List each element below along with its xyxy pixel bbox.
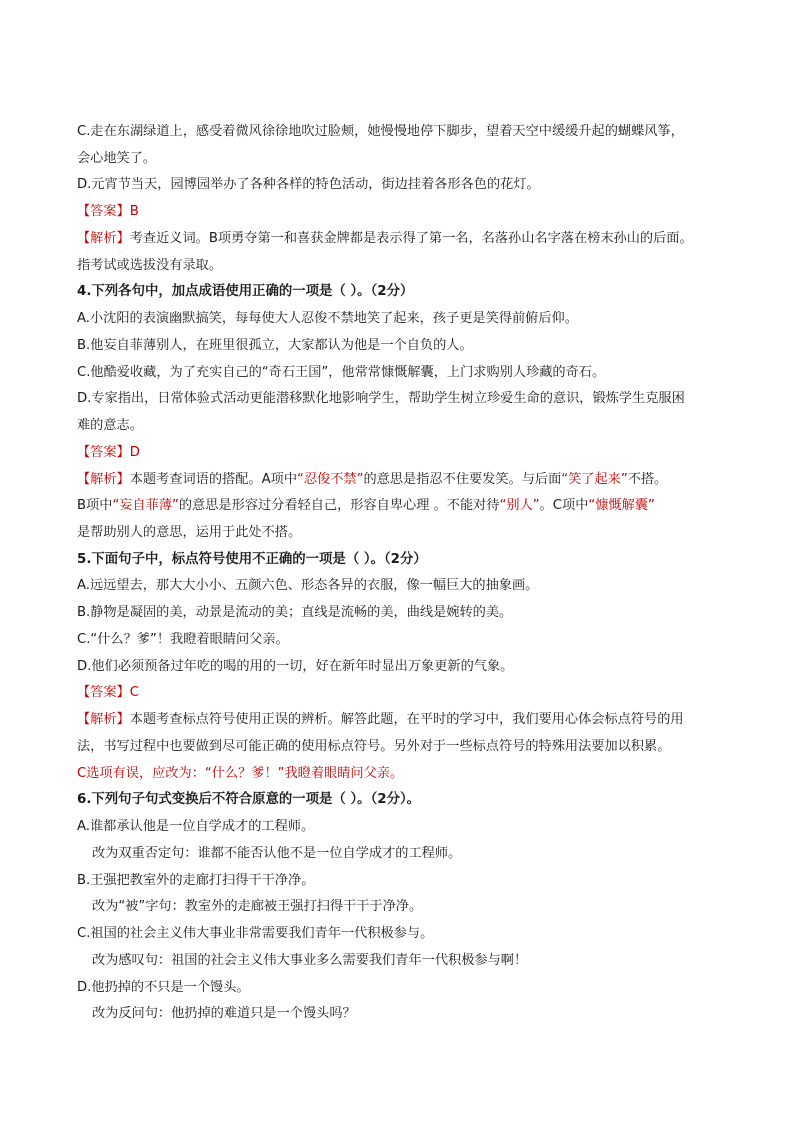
q3-option-c-line1: C.走在东湖绿道上，感受着微风徐徐地吹过脸颊，她慢慢地停下脚步，望着天空中缓缓升起的蝴蝶风筝，	[77, 124, 684, 139]
answer-tag: 【答案】	[77, 204, 130, 219]
q6-option-c: C.祖国的社会主义伟大事业非常需要我们青年一代积极参与。	[77, 926, 434, 941]
analysis-text: 本题考查词语的搭配。A项中	[129, 472, 298, 487]
q6-option-d-rewrite: 改为反问句：他扔掉的难道只是一个馒头吗？	[92, 1006, 356, 1021]
answer-value: D	[129, 445, 140, 460]
q6-option-a: A.谁都承认他是一位自学成才的工程师。	[77, 819, 315, 834]
analysis-text: 的意思是指忍不住要发笑。与后面	[363, 472, 562, 487]
q5-option-a: A.远远望去，那大大小小、五颜六色、形态各异的衣服，像一幅巨大的抽象画。	[77, 578, 539, 593]
q5-answer	[77, 684, 139, 702]
answer-tag: 【答案】	[77, 685, 130, 700]
q4-option-d-line1: D.专家指出，日常体验式活动更能潜移默化地影响学生，帮助学生树立珍爱生命的意识，锻炼学生克服困	[77, 391, 685, 406]
q6-option-c-rewrite: 改为感叹句：祖国的社会主义伟大事业多么需要我们青年一代积极参与啊！	[92, 953, 528, 968]
analysis-tag: 【解析】	[77, 712, 130, 727]
idiom-highlight: “慷慨解囊”	[588, 498, 655, 513]
q6-option-a-rewrite: 改为双重否定句：谁都不能否认他不是一位自学成才的工程师。	[92, 846, 462, 861]
q4-option-a: A.小沈阳的表演幽默搞笑，每每使大人忍俊不禁地笑了起来，孩子更是笑得前俯后仰。	[77, 311, 578, 326]
analysis-text: 。C项中	[539, 498, 589, 513]
q5-analysis-line2: 法，书写过程中也要做到尽可能正确的使用标点符号。另外对于一些标点符号的特殊用法要加以积累。	[77, 739, 671, 754]
q4-option-d-line2: 难的意志。	[77, 418, 143, 433]
answer-value: C	[129, 685, 139, 700]
q3-answer	[77, 203, 139, 221]
phrase-highlight: “别人”	[499, 498, 540, 513]
phrase-highlight: “笑了起来”	[561, 472, 628, 487]
q5-option-b: B.静物是凝固的美，动景是流动的美；直线是流畅的美，曲线是婉转的美。	[77, 605, 513, 620]
q5-analysis-line3: C选项有误，应改为：“什么？爹！”我瞪着眼睛问父亲。	[77, 766, 404, 781]
q5-option-c: C.“什么？爹”！我瞪着眼睛问父亲。	[77, 632, 289, 647]
idiom-highlight: “忍俊不禁”	[297, 472, 364, 487]
analysis-text: 的意思是形容过分看轻自己，形容自卑心理 。不能对待	[178, 498, 500, 513]
q4-answer	[77, 444, 140, 462]
q6-option-b-rewrite: 改为“被”字句：教室外的走廊被王强打扫得干干于净净。	[92, 899, 423, 914]
q5-analysis-line1	[77, 711, 684, 729]
answer-value: B	[129, 204, 139, 219]
q6-option-b: B.王强把教室外的走廊打扫得干干净净。	[77, 873, 315, 888]
q4-analysis-line3: 是帮助别人的意思，运用于此处不搭。	[77, 525, 302, 540]
q3-analysis-line1	[77, 230, 693, 248]
q5-option-d: D.他们必须预备过年吃的喝的用的一切，好在新年时显出万象更新的气象。	[77, 659, 514, 674]
analysis-tag: 【解析】	[77, 231, 130, 246]
analysis-text: 考查近义词。B项勇夺第一和喜获金牌都是表示得了第一名，名落孙山名字落在榜末孙山的后面。	[129, 231, 693, 246]
q6-option-d: D.他扔掉的不只是一个馒头。	[77, 980, 250, 995]
q6-stem: 6.下列句子句式变换后不符合原意的一项是（ ）。（2分）。	[77, 792, 421, 807]
q3-option-d: D.元宵节当天，园博园举办了各种各样的特色活动，街边挂着各形各色的花灯。	[77, 177, 540, 192]
q4-option-b: B.他妄自菲薄别人，在班里很孤立，大家都认为他是一个自负的人。	[77, 338, 473, 353]
analysis-text: 不搭。	[627, 472, 668, 487]
q3-analysis-line2: 指考试或选拔没有录取。	[77, 258, 223, 273]
analysis-tag: 【解析】	[77, 472, 130, 487]
q3-option-c-line2: 会心地笑了。	[77, 151, 157, 166]
q4-stem: 4.下列各句中，加点成语使用正确的一项是（ ）。（2分）	[77, 284, 414, 299]
analysis-text: 本题考查标点符号使用正误的辨析。解答此题，在平时的学习中，我们要用心体会标点符号的用	[129, 712, 684, 727]
idiom-highlight: “妄自菲薄”	[112, 498, 179, 513]
q4-option-c: C.他酷爱收藏，为了充实自己的“奇石王国”，他常常慷慨解囊，上门求购别人珍藏的奇石。	[77, 365, 606, 380]
analysis-text: B项中	[77, 498, 113, 513]
q5-stem: 5.下面句子中，标点符号使用不正确的一项是（ ）。（2分）	[77, 552, 427, 567]
q4-analysis-line1	[77, 471, 667, 489]
answer-tag: 【答案】	[77, 445, 130, 460]
q4-analysis-line2	[77, 497, 655, 515]
